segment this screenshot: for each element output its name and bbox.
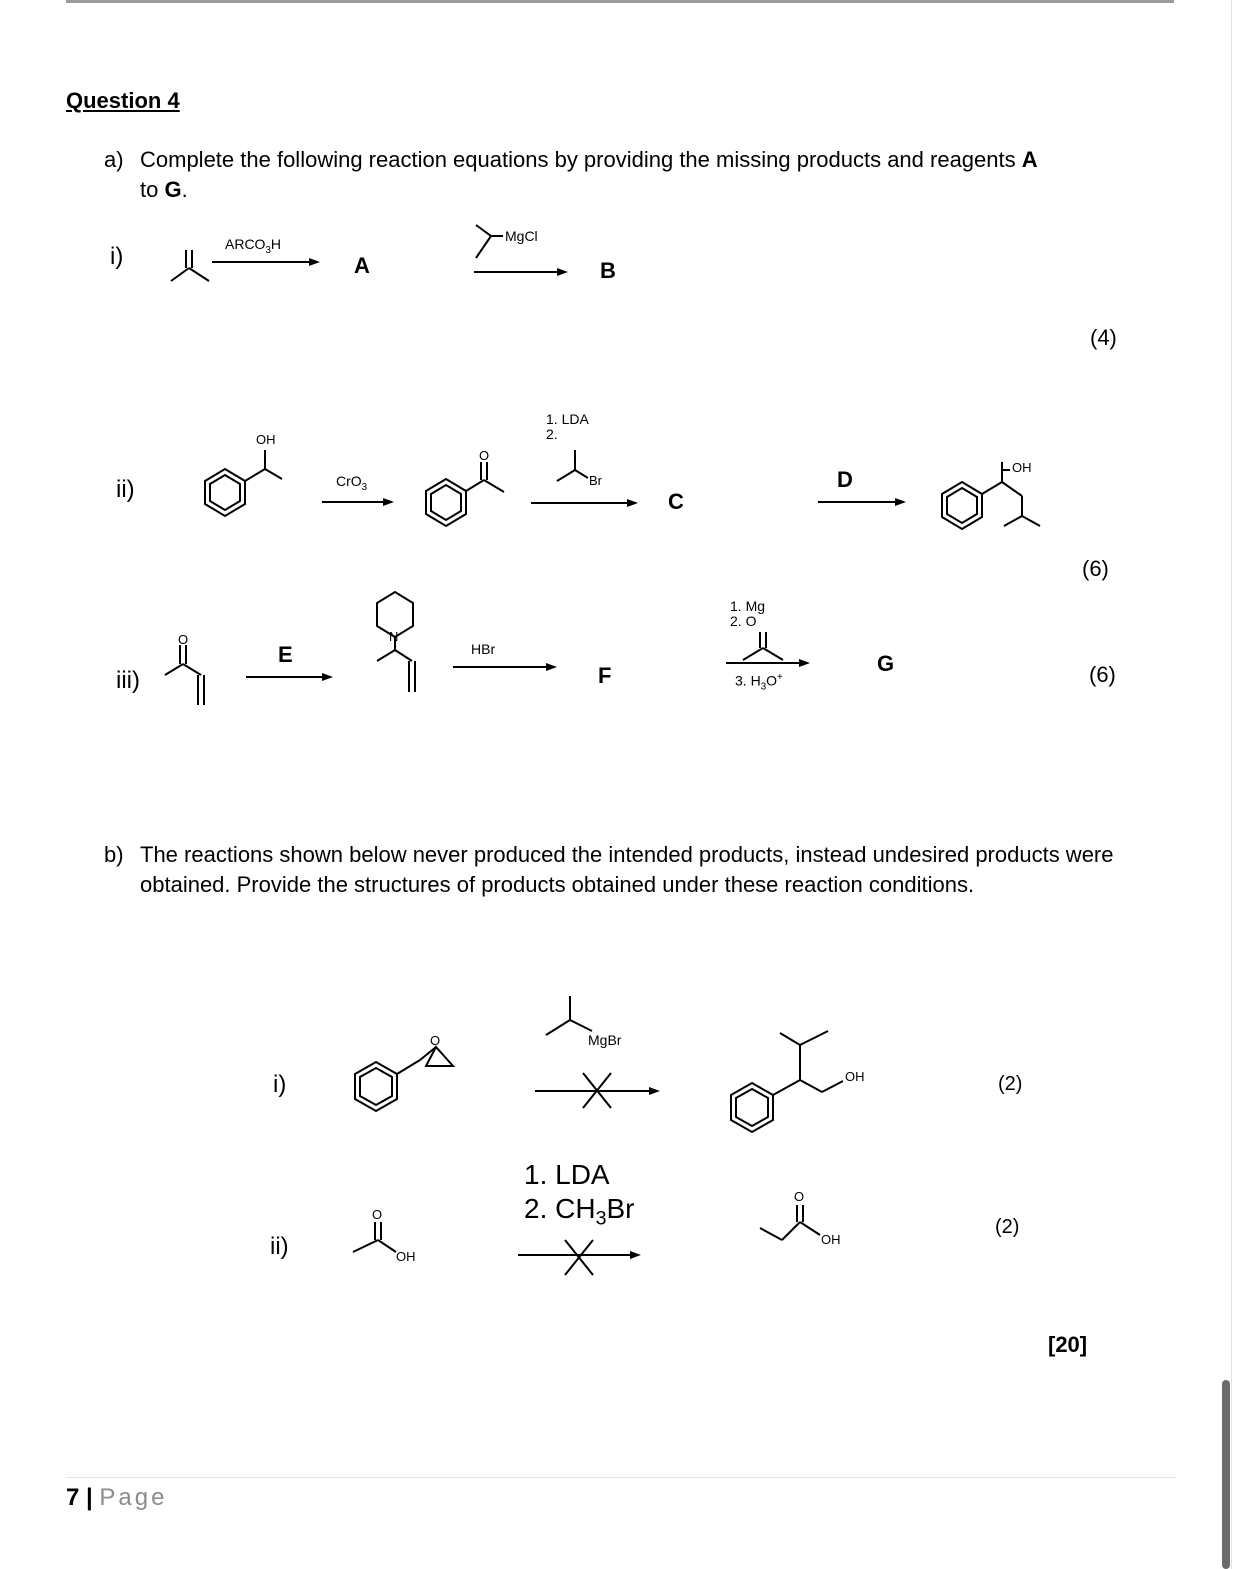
arrow-a-ii-2 — [531, 499, 638, 507]
workup-step-3: 3. $H_3O^+$ — [735, 672, 783, 693]
expected-alcohol-structure — [731, 1031, 843, 1132]
acid-oxygen-label: O — [372, 1207, 383, 1222]
arrow-a-iii-1 — [246, 673, 333, 681]
peracid-reagent: $ARCO_3H$ — [225, 236, 282, 256]
part-a-label: a) — [104, 147, 124, 172]
a-ii-label: ii) — [116, 476, 135, 503]
enone-structure — [165, 645, 204, 705]
b-i-label: i) — [273, 1071, 287, 1098]
hbr-reagent: HBr — [471, 641, 496, 657]
hydroxyl-label: OH — [256, 432, 276, 447]
enone-oxygen-label: O — [178, 632, 189, 647]
phenylethanol-structure — [205, 450, 282, 516]
product-hydroxyl-label: OH — [1012, 460, 1032, 475]
page-footer: 7 | Page — [66, 1484, 168, 1511]
arrow-a-i-2 — [474, 268, 568, 276]
epoxide-substrate-structure — [355, 1047, 453, 1111]
arrow-a-iii-3 — [726, 659, 810, 667]
acetophenone-structure — [426, 462, 504, 526]
arrow-a-ii-1 — [322, 498, 394, 506]
alkene-structure — [171, 250, 209, 281]
part-b-label: b) — [104, 842, 124, 867]
tbutyl-grignard-structure — [546, 996, 592, 1035]
arrow-a-i-1 — [212, 258, 320, 266]
page-number: 7 — [66, 1484, 80, 1511]
product-g-label: G — [877, 651, 895, 676]
epoxide-oxygen-label: O — [430, 1033, 441, 1048]
cross-b-ii — [565, 1240, 593, 1275]
a-i-label: i) — [110, 243, 124, 270]
methyl-bromide-step: 2. $CH_3Br$ — [524, 1193, 635, 1230]
product-oxygen-label: O — [794, 1189, 805, 1204]
marks-a-i: (4) — [1090, 325, 1117, 350]
acetic-acid-structure — [353, 1222, 396, 1252]
acetone-structure — [743, 632, 783, 660]
reagent-d-label: D — [837, 467, 853, 492]
isopropyl-grignard-structure — [476, 225, 503, 258]
marks-a-ii: (6) — [1082, 556, 1109, 581]
acid-oh-label: OH — [396, 1249, 416, 1264]
grignard-mgbr-label: MgBr — [588, 1032, 622, 1048]
part-a-instruction: a) Complete the following reaction equations by providing the missing products and reagents A to G. — [104, 147, 1038, 202]
part-b-instruction: b) The reactions shown below never produced the intended products, instead undesired products were obtained. Provide the structures of products obtained under these reaction conditions. — [104, 842, 1114, 897]
isopropyl-bromide-structure — [557, 450, 588, 481]
nitrogen-label: N — [389, 629, 399, 644]
product-a-label: A — [354, 253, 370, 278]
propanoic-acid-structure — [760, 1205, 820, 1240]
product-oh-b-ii: OH — [821, 1232, 841, 1247]
product-c-label: C — [668, 489, 684, 514]
footer-rule — [66, 1477, 1176, 1478]
mg-step-1: 1. Mg — [730, 598, 766, 614]
product-b-label: B — [600, 258, 616, 283]
lda-step-2: 2. — [546, 426, 558, 442]
page-word: Page — [99, 1484, 168, 1511]
mg-step-2: 2. O — [730, 613, 757, 629]
product-oh-b-i: OH — [845, 1069, 865, 1084]
carbonyl-oxygen-label: O — [479, 448, 490, 463]
marks-b-ii: (2) — [995, 1216, 1020, 1238]
marks-a-iii: (6) — [1089, 662, 1116, 687]
b-ii-label: ii) — [270, 1233, 289, 1260]
arrow-a-iii-2 — [453, 663, 557, 671]
lda-step-1-b: 1. LDA — [524, 1159, 610, 1190]
arrow-a-ii-3 — [818, 498, 906, 506]
product-f-label: F — [598, 663, 612, 688]
total-marks: [20] — [1048, 1332, 1088, 1357]
bromide-label: Br — [589, 473, 602, 488]
question-title: Question 4 — [66, 88, 180, 113]
lda-step-1: 1. LDA — [546, 411, 589, 427]
marks-b-i: (2) — [998, 1073, 1023, 1095]
grignard-mgcl-label: MgCl — [505, 228, 538, 244]
reagent-e-label: E — [278, 642, 293, 667]
chromium-trioxide-reagent: CrO$_3$ — [336, 473, 368, 493]
a-iii-label: iii) — [116, 667, 140, 694]
